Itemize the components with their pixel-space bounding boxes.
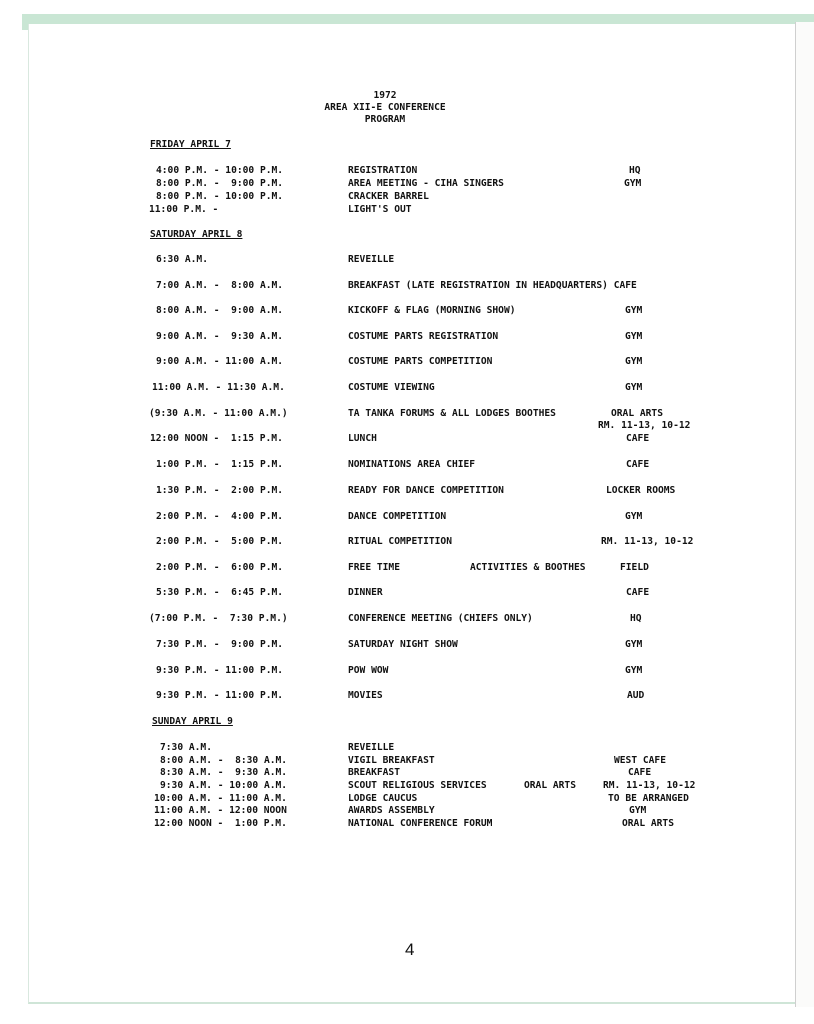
event-location: GYM <box>624 178 642 189</box>
event-time: 1:00 P.M. - 1:15 P.M. <box>156 459 284 470</box>
event-time: 9:30 P.M. - 11:00 P.M. <box>156 690 284 701</box>
event-time: 9:30 P.M. - 11:00 P.M. <box>156 665 284 676</box>
event-time: 2:00 P.M. - 6:00 P.M. <box>156 562 284 573</box>
event-location: ORAL ARTS <box>622 818 674 829</box>
event-location: GYM <box>625 511 643 522</box>
event-name: REGISTRATION <box>348 165 418 176</box>
event-location: GYM <box>625 305 643 316</box>
event-location: LOCKER ROOMS <box>606 485 676 496</box>
schedule-row <box>0 356 814 370</box>
event-location: ORAL ARTS <box>611 408 663 419</box>
event-name: AWARDS ASSEMBLY <box>348 805 435 816</box>
event-name: CRACKER BARREL <box>348 191 429 202</box>
event-time: 7:30 A.M. <box>160 742 212 753</box>
event-location: FIELD <box>620 562 649 573</box>
schedule-row <box>0 204 814 218</box>
event-location: AUD <box>627 690 645 701</box>
event-name: READY FOR DANCE COMPETITION <box>348 485 504 496</box>
event-name: VIGIL BREAKFAST <box>348 755 435 766</box>
schedule-row <box>0 587 814 601</box>
event-location: CAFE <box>626 587 650 598</box>
event-time: 9:00 A.M. - 11:00 A.M. <box>156 356 284 367</box>
event-location: GYM <box>625 382 643 393</box>
event-time: 11:00 P.M. - <box>149 204 219 215</box>
schedule-row <box>0 742 814 756</box>
event-name: AREA MEETING - CIHA SINGERS <box>348 178 504 189</box>
event-location: GYM <box>629 805 647 816</box>
schedule-row <box>0 165 814 179</box>
event-room: RM. 11-13, 10-12 <box>598 420 691 431</box>
schedule-row <box>0 382 814 396</box>
event-time: 8:00 P.M. - 9:00 P.M. <box>156 178 284 189</box>
program-subtitle: PROGRAM <box>364 114 406 125</box>
schedule-row <box>0 305 814 319</box>
event-location: CAFE <box>628 767 652 778</box>
day-heading-sunday: SUNDAY APRIL 9 <box>152 716 233 727</box>
event-time: 11:00 A.M. - 12:00 NOON <box>154 805 287 816</box>
schedule-row <box>0 562 814 576</box>
schedule-row <box>0 805 814 819</box>
event-activity: ACTIVITIES & BOOTHES <box>470 562 586 573</box>
schedule-row <box>0 459 814 473</box>
schedule-row <box>0 818 814 832</box>
schedule-row <box>0 331 814 345</box>
event-name: CONFERENCE MEETING (CHIEFS ONLY) <box>348 613 533 624</box>
event-location: GYM <box>625 665 643 676</box>
event-name: BREAKFAST (LATE REGISTRATION IN HEADQUARTERS) CAFE <box>348 280 637 291</box>
event-name: FREE TIME <box>348 562 400 573</box>
event-time: 2:00 P.M. - 4:00 P.M. <box>156 511 284 522</box>
event-time: 7:00 A.M. - 8:00 A.M. <box>156 280 284 291</box>
schedule-row <box>0 280 814 294</box>
event-time: (9:30 A.M. - 11:00 A.M.) <box>149 408 288 419</box>
schedule-row <box>0 613 814 627</box>
event-name: MOVIES <box>348 690 383 701</box>
schedule-row <box>0 178 814 192</box>
event-name: RITUAL COMPETITION <box>348 536 452 547</box>
event-time: 12:00 NOON - 1:00 P.M. <box>154 818 287 829</box>
event-time: 8:30 A.M. - 9:30 A.M. <box>160 767 288 778</box>
event-name: REVEILLE <box>348 254 395 265</box>
event-time: (7:00 P.M. - 7:30 P.M.) <box>149 613 288 624</box>
event-location: GYM <box>625 639 643 650</box>
event-location: CAFE <box>626 433 650 444</box>
program-title: AREA XII-E CONFERENCE <box>324 102 446 113</box>
event-name: LODGE CAUCUS <box>348 793 418 804</box>
schedule-row <box>0 191 814 205</box>
event-name: DANCE COMPETITION <box>348 511 447 522</box>
event-activity: ORAL ARTS <box>524 780 576 791</box>
event-location: RM. 11-13, 10-12 <box>603 780 696 791</box>
event-name: REVEILLE <box>348 742 395 753</box>
schedule-row-continued <box>0 420 814 434</box>
event-name: NOMINATIONS AREA CHIEF <box>348 459 476 470</box>
schedule-row <box>0 780 814 794</box>
event-name: KICKOFF & FLAG (MORNING SHOW) <box>348 305 516 316</box>
event-location: GYM <box>625 331 643 342</box>
event-name: POW WOW <box>348 665 389 676</box>
event-location: TO BE ARRANGED <box>608 793 689 804</box>
event-name: SATURDAY NIGHT SHOW <box>348 639 458 650</box>
event-location: WEST CAFE <box>614 755 666 766</box>
program-year: 1972 <box>373 90 397 101</box>
event-location: HQ <box>630 613 642 624</box>
schedule-row <box>0 485 814 499</box>
event-time: 12:00 NOON - 1:15 P.M. <box>150 433 283 444</box>
page-number: 4 <box>405 940 415 959</box>
event-time: 4:00 P.M. - 10:00 P.M. <box>156 165 284 176</box>
event-time: 9:30 A.M. - 10:00 A.M. <box>160 780 288 791</box>
event-time: 8:00 P.M. - 10:00 P.M. <box>156 191 284 202</box>
event-location: HQ <box>629 165 641 176</box>
event-location: RM. 11-13, 10-12 <box>601 536 694 547</box>
schedule-row <box>0 254 814 268</box>
event-time: 7:30 P.M. - 9:00 P.M. <box>156 639 284 650</box>
schedule-row <box>0 767 814 781</box>
event-time: 2:00 P.M. - 5:00 P.M. <box>156 536 284 547</box>
event-name: COSTUME PARTS REGISTRATION <box>348 331 499 342</box>
event-name: TA TANKA FORUMS & ALL LODGES BOOTHES <box>348 408 556 419</box>
schedule-row <box>0 690 814 704</box>
schedule-row <box>0 536 814 550</box>
event-name: COSTUME PARTS COMPETITION <box>348 356 493 367</box>
day-heading-saturday: SATURDAY APRIL 8 <box>150 229 243 240</box>
schedule-row <box>0 639 814 653</box>
event-name: NATIONAL CONFERENCE FORUM <box>348 818 493 829</box>
schedule-row <box>0 511 814 525</box>
schedule-row <box>0 433 814 447</box>
event-name: LUNCH <box>348 433 377 444</box>
event-time: 1:30 P.M. - 2:00 P.M. <box>156 485 284 496</box>
schedule-row <box>0 665 814 679</box>
event-time: 10:00 A.M. - 11:00 A.M. <box>154 793 287 804</box>
event-time: 11:00 A.M. - 11:30 A.M. <box>152 382 285 393</box>
event-name: SCOUT RELIGIOUS SERVICES <box>348 780 487 791</box>
event-location: GYM <box>625 356 643 367</box>
event-time: 8:00 A.M. - 8:30 A.M. <box>160 755 288 766</box>
event-name: COSTUME VIEWING <box>348 382 435 393</box>
event-time: 6:30 A.M. <box>156 254 208 265</box>
event-time: 5:30 P.M. - 6:45 P.M. <box>156 587 284 598</box>
event-location: CAFE <box>626 459 650 470</box>
day-heading-friday: FRIDAY APRIL 7 <box>150 139 231 150</box>
event-name: BREAKFAST <box>348 767 400 778</box>
event-time: 8:00 A.M. - 9:00 A.M. <box>156 305 284 316</box>
event-name: DINNER <box>348 587 383 598</box>
event-time: 9:00 A.M. - 9:30 A.M. <box>156 331 284 342</box>
event-name: LIGHT'S OUT <box>348 204 412 215</box>
